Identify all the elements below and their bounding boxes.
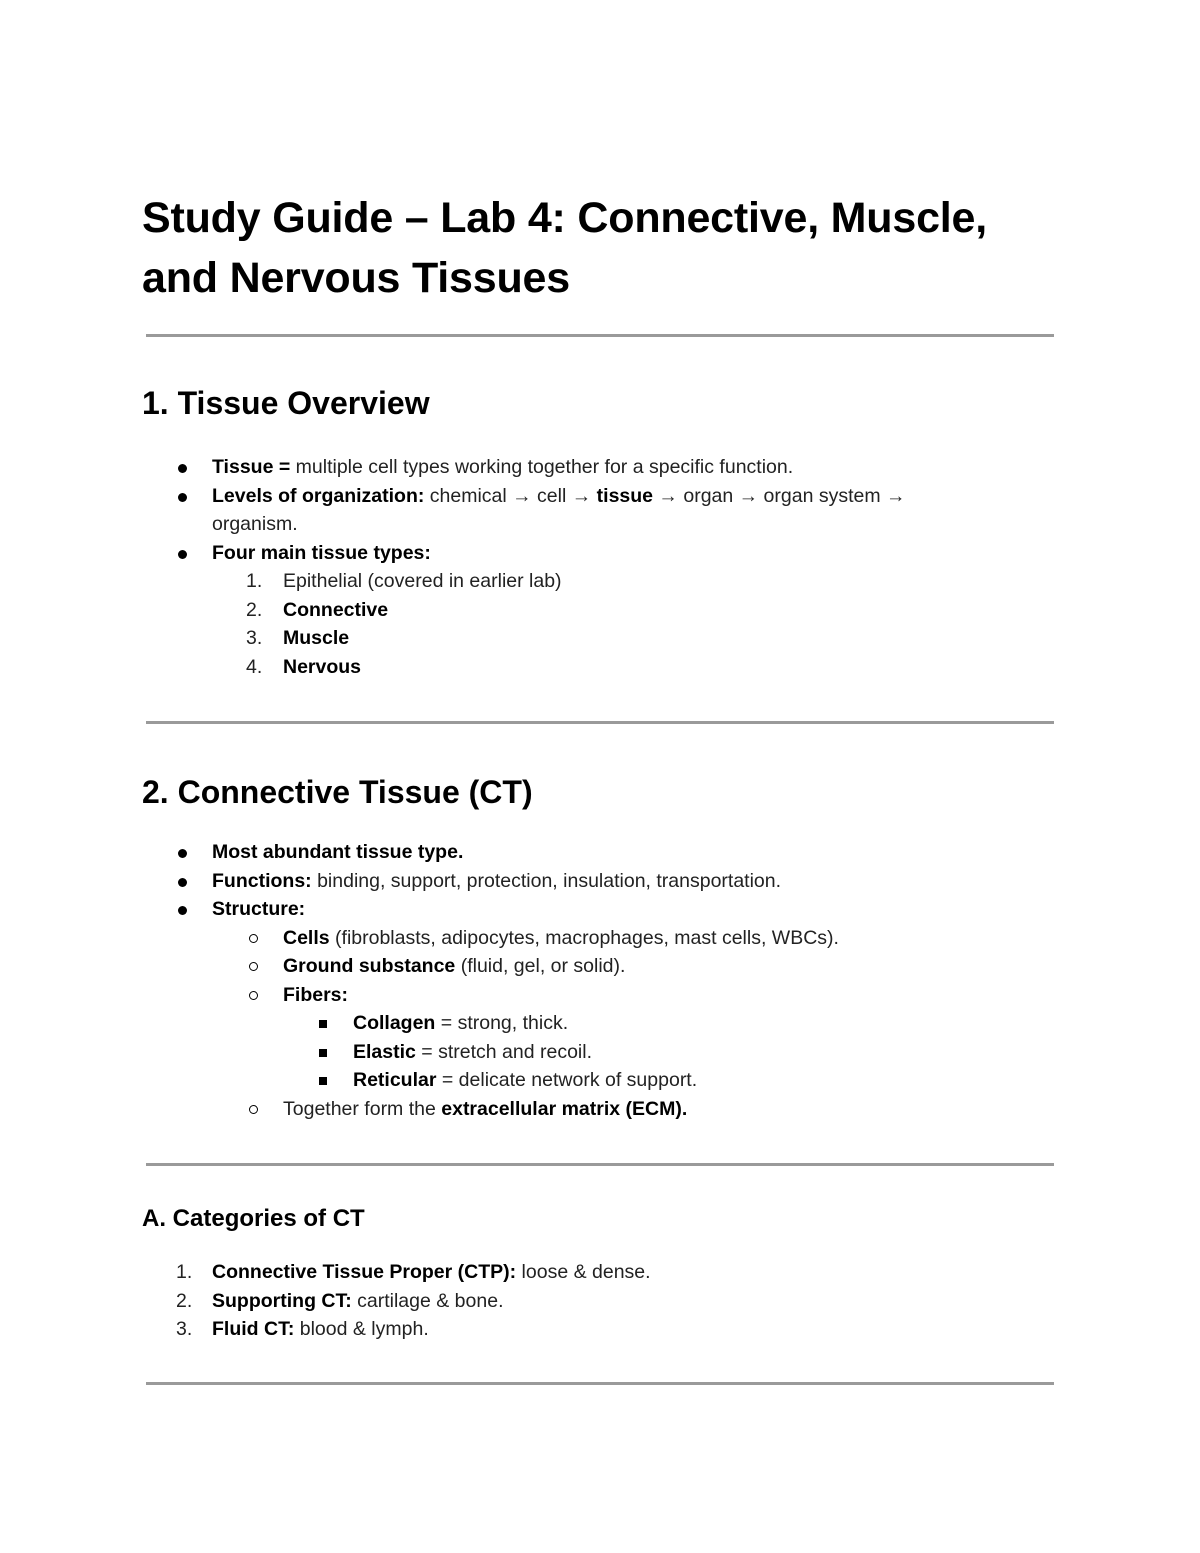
bullet-disc-icon bbox=[178, 878, 187, 887]
bullet-disc-icon bbox=[178, 849, 187, 858]
section-heading-categories-of-ct: A. Categories of CT bbox=[142, 1205, 365, 1232]
section-heading-connective-tissue: 2. Connective Tissue (CT) bbox=[142, 774, 533, 810]
bold-term: Four main tissue types: bbox=[212, 541, 431, 564]
bold-term: Connective bbox=[283, 598, 389, 621]
bold-term: Fibers: bbox=[283, 983, 349, 1006]
tissue-types-list bbox=[142, 567, 1056, 681]
bullet-square-icon bbox=[319, 1020, 327, 1028]
bold-term: Functions: bbox=[212, 869, 312, 892]
list-item bbox=[142, 596, 1056, 625]
list-item bbox=[142, 653, 1056, 682]
document-page bbox=[142, 188, 1056, 1385]
item-text: → organ → organ system → bbox=[653, 484, 906, 507]
bold-term: Nervous bbox=[283, 655, 362, 678]
item-text: multiple cell types working together for a specific function. bbox=[290, 456, 794, 478]
list-item bbox=[142, 895, 1056, 924]
divider bbox=[146, 1163, 1054, 1166]
bold-term: Connective Tissue Proper (CTP): bbox=[212, 1261, 517, 1283]
list-item bbox=[142, 624, 1056, 653]
item-text: = strong, thick. bbox=[435, 1012, 569, 1034]
list-item bbox=[142, 1095, 1056, 1124]
bullet-circle-icon bbox=[249, 934, 258, 943]
bullet-disc-icon bbox=[178, 550, 187, 559]
bullet-square-icon bbox=[319, 1049, 327, 1057]
list-item bbox=[142, 867, 1056, 896]
bold-term: Collagen bbox=[353, 1012, 436, 1034]
structure-list bbox=[142, 924, 1056, 1010]
list-number: 2. bbox=[176, 1289, 193, 1312]
item-text: chemical → cell → bbox=[424, 484, 597, 507]
list-item bbox=[142, 1066, 1056, 1095]
title-line-2: and Nervous Tissues bbox=[142, 254, 570, 302]
fibers-list bbox=[142, 1009, 1056, 1095]
list-item bbox=[142, 1009, 1056, 1038]
item-text: = stretch and recoil. bbox=[415, 1040, 593, 1063]
list-number: 4. bbox=[246, 655, 263, 678]
bold-term: Elastic bbox=[353, 1040, 416, 1063]
bullet-disc-icon bbox=[178, 464, 187, 473]
list-number: 3. bbox=[176, 1318, 193, 1340]
bold-term: Fluid CT: bbox=[212, 1318, 295, 1340]
bullet-circle-icon bbox=[249, 962, 258, 971]
bold-term: Structure: bbox=[212, 898, 306, 920]
list-item bbox=[142, 1258, 1056, 1287]
divider bbox=[146, 334, 1054, 337]
list-item bbox=[142, 952, 1056, 981]
list-item bbox=[142, 1287, 1056, 1316]
item-text: (fluid, gel, or solid). bbox=[455, 955, 626, 977]
bold-term: extracellular matrix (ECM). bbox=[441, 1097, 688, 1120]
divider bbox=[146, 1382, 1054, 1385]
bullet-circle-icon bbox=[249, 991, 258, 1000]
bold-term: Tissue = bbox=[212, 456, 291, 478]
document-title bbox=[142, 188, 1056, 308]
list-number: 1. bbox=[246, 570, 263, 592]
tissue-overview-list bbox=[142, 453, 1056, 567]
list-item bbox=[142, 1315, 1056, 1344]
bullet-disc-icon bbox=[178, 493, 187, 502]
list-item bbox=[142, 981, 1056, 1010]
bold-term: Supporting CT: bbox=[212, 1289, 352, 1312]
list-number: 2. bbox=[246, 598, 263, 621]
item-text: cartilage & bone. bbox=[351, 1289, 504, 1312]
bullet-disc-icon bbox=[178, 906, 187, 915]
list-number: 3. bbox=[246, 627, 263, 649]
list-item bbox=[142, 567, 1056, 596]
ct-categories-list bbox=[142, 1258, 1056, 1344]
bullet-circle-icon bbox=[249, 1105, 258, 1114]
item-text: binding, support, protection, insulation, transportation. bbox=[311, 869, 782, 892]
item-text: (fibroblasts, adipocytes, macrophages, mast cells, WBCs). bbox=[329, 926, 839, 949]
bullet-square-icon bbox=[319, 1077, 327, 1085]
item-text: Epithelial (covered in earlier lab) bbox=[283, 570, 562, 592]
list-item bbox=[142, 838, 1056, 867]
title-line-1: Study Guide – Lab 4: Connective, Muscle, bbox=[142, 194, 988, 242]
bold-term: tissue bbox=[596, 484, 654, 507]
bold-term: Muscle bbox=[283, 627, 350, 649]
item-text: loose & dense. bbox=[516, 1261, 651, 1283]
divider bbox=[146, 721, 1054, 724]
list-item bbox=[142, 482, 1056, 539]
item-text: Together form the bbox=[283, 1097, 442, 1120]
bold-term: Reticular bbox=[353, 1069, 437, 1091]
bold-term: Cells bbox=[283, 926, 330, 949]
item-text: = delicate network of support. bbox=[436, 1069, 698, 1091]
list-item bbox=[142, 1038, 1056, 1067]
list-number: 1. bbox=[176, 1261, 193, 1283]
connective-tissue-list bbox=[142, 838, 1056, 924]
list-item bbox=[142, 453, 1056, 482]
bold-term: Levels of organization: bbox=[212, 484, 425, 507]
ecm-list bbox=[142, 1095, 1056, 1124]
list-item bbox=[142, 539, 1056, 568]
section-heading-tissue-overview: 1. Tissue Overview bbox=[142, 385, 430, 421]
list-item bbox=[142, 924, 1056, 953]
item-text: blood & lymph. bbox=[294, 1318, 429, 1340]
bold-term: Ground substance bbox=[283, 955, 456, 977]
bold-term: Most abundant tissue type. bbox=[212, 841, 464, 863]
item-text: organism. bbox=[212, 513, 298, 535]
